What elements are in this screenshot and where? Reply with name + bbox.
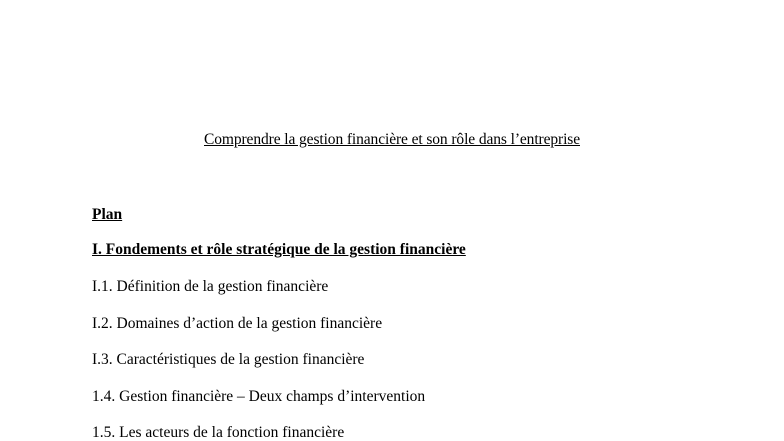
outline-item: I.1. Définition de la gestion financière (92, 278, 329, 295)
outline-item: I.2. Domaines d’action de la gestion financière (92, 315, 383, 332)
outline-item: I.3. Caractéristiques de la gestion financière (92, 351, 365, 368)
outline-item: 1.4. Gestion financière – Deux champs d’intervention (92, 388, 426, 405)
plan-heading: Plan (92, 206, 123, 223)
outline-item: 1.5. Les acteurs de la fonction financière (92, 424, 345, 441)
document-title: Comprendre la gestion financière et son rôle dans l’entreprise (204, 131, 580, 148)
section-heading: I. Fondements et rôle stratégique de la gestion financière (92, 241, 466, 258)
